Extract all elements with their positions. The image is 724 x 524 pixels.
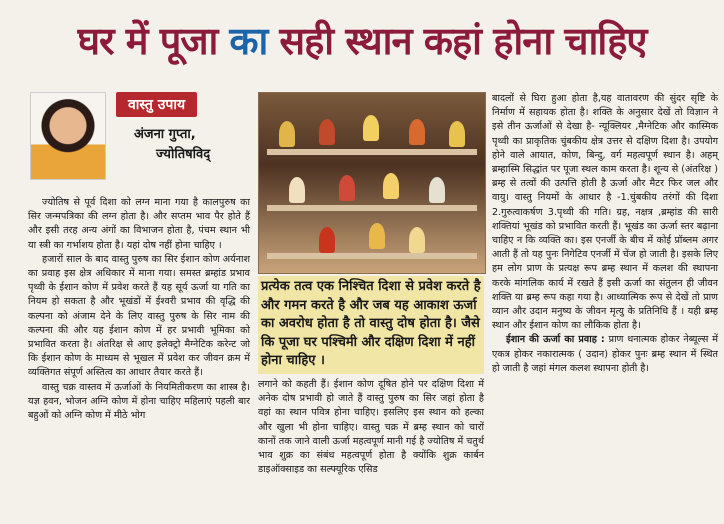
subheading: ईशान की ऊर्जा का प्रवाह : <box>506 334 605 346</box>
article-column-1 <box>28 196 250 423</box>
paragraph-text: प्राण धनात्मक होकर नेब्यूल्स में एकत्र होकर नकारात्मक ( उदान) होकर पुनः ब्रम्ह स्थान में स्थित हो जाती है जहां मंगल कलश स्थापना होती है। <box>492 334 719 374</box>
shelf <box>267 205 477 211</box>
idol-figure <box>319 227 335 253</box>
paragraph <box>492 333 718 376</box>
pull-quote: प्रत्येक तत्व एक निश्चित दिशा से प्रवेश करते है और गमन करते है और जब यह आकाश ऊर्जा का अवरोध होता है तो वास्तु दोष होता है। जैसे कि पूजा घर पश्चिमी और दक्षिण दिशा में नहीं होना चाहिए । <box>258 276 484 374</box>
temple-photo <box>258 92 486 274</box>
paragraph: लगाने को कहती हैं। ईशान कोण दूषित होने पर दक्षिण दिशा में अनेक दोष प्रभावी हो जाते हैं वास्तु पुरुष का सिर जहां होता है वहां का स्थान पवित्र होना चाहिए। इसलिए इस स्थान को हल्का और खुला भी होना चाहिए। वास्तु चक्र में ब्रम्ह स्थान को चारों कानों तक जाने वाली ऊर्जा महत्वपूर्ण मानी गई है ज्योतिष में चतुर्थ भाव शुक्र का संबंध महत्वपूर्ण होता है क्योंकि शुक्र कार्बन डाइऑक्साइड का सल्फ्यूरिक एसिड <box>258 379 484 476</box>
shelf <box>267 253 477 259</box>
paragraph: वास्तु चक्र वास्तव में ऊर्जाओं के नियमितीकरण का शास्त्र है। यज्ञ हवन, भोजन अग्नि कोण में होना चाहिए महिलाएं पहली बार बहुओं को अग्नि कोण में मीठे भोग <box>28 381 250 422</box>
author-photo <box>30 92 106 180</box>
idol-figure <box>449 121 465 147</box>
idol-figure <box>409 227 425 253</box>
paragraph: ज्योतिष से पूर्व दिशा को लग्न माना गया है कालपुरुष का सिर जन्मपत्रिका की लग्न होता है। और सप्तम भाव पैर होते हैं और इसी तरह अन्य अंगों का विभाजन होता है, पंचम स्थान भी या स्त्री का गर्भाशय होता है। यहां दोष नहीं होना चाहिए । <box>28 197 250 251</box>
idol-figure <box>339 175 355 201</box>
headline <box>0 0 724 80</box>
author-box <box>30 92 252 180</box>
idol-figure <box>319 119 335 145</box>
idol-figure <box>363 115 379 141</box>
headline-part3: सही स्थान कहां होना चाहिए <box>279 19 647 63</box>
idol-figure <box>383 173 399 199</box>
headline-part1: घर में पूजा <box>77 19 218 63</box>
idol-figure <box>409 119 425 145</box>
paragraph: बादलों से घिरा हुआ होता है,यह वातावरण की सुंदर सृष्टि के निर्माण में सहायक होता है। शक्ति के अनुसार देखें तो विज्ञान ने इसे तीन ऊर्जाओं से देखा है- न्यूक्लियर ,मैग्नेटिक और कास्मिक पृथ्वी का प्राकृतिक चुंबकीय क्षेत्र उत्तर से दक्षिण दिशा है। उपयोग होने वाले आयात, कोण, बिन्दु, वर्ग महत्वपूर्ण स्थान है। अहम् ब्रम्हास्मि सिद्धांत पर पूजा स्थल काम करता है। शून्य से (अंतरिक्ष ) ब्रम्ह से तत्वों की उत्पत्ति होती है ऊर्जा और मैटर फिर जल और वायु। वास्तु नियमों के आधार है -1.चुंबकीय तरंगों की दिशा 2.गुरुत्वाकर्षण 3.पृथ्वी की गति। ग्रह, नक्षत्र ,ब्रम्हांड की सारी शक्तियां भूखंड को प्रभावित करती हैं। भूखंड का ऊर्जा स्तर बढ़ाना चाहिए न कि व्यक्ति का। इस एनर्जी के बीच में कोई प्रॉब्लम अगर आती हैं तो यह पुनः निगेटिव एनर्जी में चेंज हो जाती है। इसके लिए हम लोग प्राण के प्रत्यक्ष रूप ब्रम्ह स्थान में कलश की स्थापना करके मांगलिक कार्य में रखते हैं इसी ऊर्जा का संतुलन ही जीवन शक्ति या ब्रम्ह रूप कहा गया है। आध्यात्मिक रूप से देखें तो प्राण व्यान और उदान मनुष्य के जीवन मृत्यु के प्रतिनिधि हैं । यही ब्रम्ह स्थान और ईशान कोण का लौकिक होता है। <box>492 93 718 332</box>
idol-figure <box>289 177 305 203</box>
shelf <box>267 149 477 155</box>
idol-figure <box>279 121 295 147</box>
idol-figure <box>429 177 445 203</box>
article-column-3 <box>492 92 718 376</box>
article-column-2 <box>258 378 484 477</box>
idol-figure <box>369 223 385 249</box>
author-role: ज्योतिषविद् <box>156 147 211 162</box>
headline-part2: का <box>229 19 268 63</box>
paragraph: हजारों साल के बाद वास्तु पुरुष का सिर ईशान कोण अर्यनाश का प्रवाह इस क्षेत्र अधिकार में माना गया। समस्त ब्रम्हांड प्रभाव पृथ्वी के ईशान कोण में प्रवेश करते हैं यह सूर्य ऊर्जा या गति का नियम हो सकता है और भूखंडों में ईश्वरी प्रभाव की वृद्धि की कल्पना को अंजाम देने के लिए वास्तु पुरुष के सिर नाम की कल्पना की और यह ईशान कोण में हर प्रभावी भूमिका को प्रभावित करता है। अंतरिक्ष से आए इलेक्ट्रो मैग्नेटिक करेन्ट जो कि ईशान कोण के माध्यम से भूखल में प्रवेश कर जीवन क्रम में व्यक्तिगत संपूर्ण अस्तित्व का आधार तैयार करते हैं। <box>28 253 250 379</box>
column-badge: वास्तु उपाय <box>116 92 197 117</box>
author-name: अंजना गुप्ता, <box>134 127 196 142</box>
